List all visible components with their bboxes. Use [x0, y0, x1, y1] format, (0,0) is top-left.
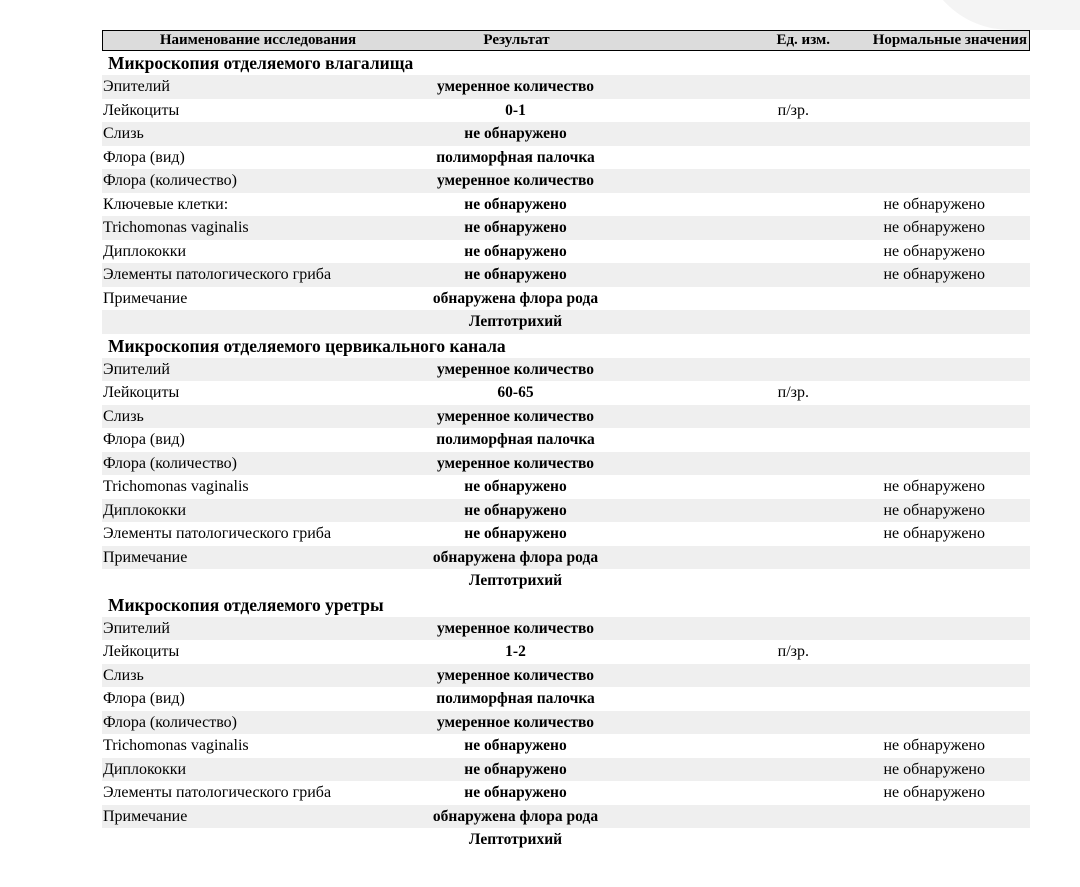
- row-result: умеренное количество: [436, 407, 595, 425]
- row-name: Лейкоциты: [103, 643, 180, 660]
- row-unit: [619, 428, 809, 452]
- row-name: Флора (вид): [103, 148, 185, 166]
- row-unit: [619, 758, 809, 782]
- row-unit: [619, 546, 809, 570]
- row-name: Trichomonas vaginalis: [103, 737, 249, 754]
- row-result: умеренное количество: [436, 619, 595, 637]
- row-norm: не обнаружено: [883, 242, 985, 260]
- row-result: умеренное количество: [436, 666, 595, 684]
- row-result: обнаружена флора рода: [432, 289, 599, 307]
- table-row: [102, 287, 1030, 311]
- row-name: Эпителий: [103, 619, 170, 637]
- row-norm: не обнаружено: [883, 219, 985, 236]
- section-title: Микроскопия отделяемого цервикального канала: [102, 334, 1030, 358]
- row-result: полиморфная палочка: [436, 148, 595, 166]
- row-norm: не обнаружено: [883, 760, 985, 778]
- row-norm: [809, 452, 1030, 476]
- row-unit: [619, 358, 809, 382]
- row-unit: [619, 569, 809, 593]
- row-name: Trichomonas vaginalis: [103, 478, 249, 495]
- table-row: [102, 664, 1030, 688]
- table-row: [102, 381, 1030, 405]
- report-sections: [102, 51, 1030, 852]
- table-row: [102, 734, 1030, 758]
- lab-report-table: [102, 30, 1030, 852]
- row-result: умеренное количество: [436, 360, 595, 378]
- row-name: Лейкоциты: [103, 384, 180, 401]
- row-norm: не обнаружено: [883, 525, 985, 542]
- row-norm: не обнаружено: [883, 478, 985, 495]
- row-name: Trichomonas vaginalis: [103, 219, 249, 236]
- row-unit: п/зр.: [777, 101, 809, 119]
- row-name: Элементы патологического гриба: [103, 266, 332, 283]
- table-row: [102, 546, 1030, 570]
- table-row: [102, 758, 1030, 782]
- row-name: Диплококки: [103, 501, 187, 519]
- row-name: Примечание: [103, 289, 188, 307]
- row-name: Примечание: [103, 548, 188, 566]
- table-row: [102, 146, 1030, 170]
- row-norm: [809, 358, 1030, 382]
- row-result: умеренное количество: [436, 713, 595, 731]
- row-unit: [619, 75, 809, 99]
- table-row: [102, 475, 1030, 499]
- row-norm: [809, 75, 1030, 99]
- table-row: [102, 640, 1030, 664]
- table-row: [102, 169, 1030, 193]
- table-row: [102, 99, 1030, 123]
- row-norm: [809, 828, 1030, 852]
- table-row: [102, 805, 1030, 829]
- row-unit: [619, 781, 809, 805]
- section-title: Микроскопия отделяемого уретры: [102, 593, 1030, 617]
- table-row: [102, 216, 1030, 240]
- row-unit: [619, 452, 809, 476]
- table-row: [102, 617, 1030, 641]
- row-name: Элементы патологического гриба: [103, 525, 332, 542]
- row-unit: [619, 522, 809, 546]
- header-norm: Нормальные значения: [872, 32, 1027, 48]
- row-result: обнаружена флора рода: [432, 548, 599, 566]
- row-name: Элементы патологического гриба: [103, 784, 332, 801]
- row-result: 1-2: [505, 643, 526, 660]
- row-name: Флора (вид): [103, 431, 185, 448]
- table-row: [102, 263, 1030, 287]
- table-row: [102, 358, 1030, 382]
- row-result: не обнаружено: [464, 501, 567, 519]
- row-norm: [809, 428, 1030, 452]
- table-header: [102, 30, 1030, 51]
- row-name: [102, 569, 412, 593]
- row-unit: [619, 805, 809, 829]
- row-unit: [619, 193, 809, 217]
- table-row: [102, 240, 1030, 264]
- row-unit: [619, 310, 809, 334]
- header-name: Наименование исследования: [159, 32, 357, 48]
- row-unit: [619, 405, 809, 429]
- row-name: Ключевые клетки:: [103, 195, 229, 213]
- row-result: не обнаружено: [464, 737, 567, 754]
- row-norm: [809, 381, 1030, 405]
- row-result: Лептотрихий: [468, 831, 563, 848]
- row-result: умеренное количество: [436, 454, 595, 472]
- table-row: [102, 428, 1030, 452]
- row-result: 0-1: [505, 101, 526, 119]
- row-result: Лептотрихий: [468, 313, 563, 330]
- row-result: полиморфная палочка: [436, 431, 595, 448]
- row-unit: п/зр.: [777, 384, 809, 401]
- table-row: [102, 781, 1030, 805]
- row-name: [102, 828, 412, 852]
- header-unit: Ед. изм.: [776, 32, 830, 48]
- row-result: умеренное количество: [436, 172, 595, 189]
- row-norm: [809, 617, 1030, 641]
- table-row: [102, 499, 1030, 523]
- row-result: полиморфная палочка: [436, 690, 595, 707]
- table-row: [102, 122, 1030, 146]
- row-norm: [809, 122, 1030, 146]
- row-norm: [809, 146, 1030, 170]
- row-result: Лептотрихий: [468, 572, 563, 589]
- row-name: Слизь: [103, 125, 144, 142]
- row-name: Эпителий: [103, 360, 170, 378]
- row-result: не обнаружено: [464, 478, 567, 495]
- row-name: Лейкоциты: [103, 101, 180, 119]
- table-row: [102, 687, 1030, 711]
- row-unit: [619, 711, 809, 735]
- row-result: обнаружена флора рода: [432, 807, 599, 825]
- row-norm: не обнаружено: [883, 737, 985, 754]
- row-result: не обнаружено: [464, 760, 567, 778]
- row-norm: не обнаружено: [883, 784, 985, 801]
- row-name: Слизь: [103, 407, 144, 425]
- row-result: не обнаружено: [464, 125, 567, 142]
- row-result: не обнаружено: [464, 266, 567, 283]
- row-result: 60-65: [497, 384, 534, 401]
- row-unit: [619, 617, 809, 641]
- row-result: не обнаружено: [464, 242, 567, 260]
- row-norm: [809, 664, 1030, 688]
- table-row: [102, 405, 1030, 429]
- row-unit: [619, 216, 809, 240]
- row-name: [102, 310, 412, 334]
- table-row: [102, 711, 1030, 735]
- row-norm: [809, 805, 1030, 829]
- row-norm: [809, 546, 1030, 570]
- table-row: [102, 452, 1030, 476]
- header-result: Результат: [483, 32, 550, 48]
- row-name: Флора (количество): [103, 713, 237, 731]
- row-unit: [619, 828, 809, 852]
- row-norm: [809, 169, 1030, 193]
- row-unit: [619, 287, 809, 311]
- row-norm: [809, 640, 1030, 664]
- row-name: Диплококки: [103, 760, 187, 778]
- row-result: не обнаружено: [464, 525, 567, 542]
- row-unit: [619, 263, 809, 287]
- row-norm: не обнаружено: [883, 195, 985, 213]
- row-norm: [809, 287, 1030, 311]
- table-row: [102, 310, 1030, 334]
- row-unit: [619, 122, 809, 146]
- row-result: не обнаружено: [464, 784, 567, 801]
- row-norm: [809, 711, 1030, 735]
- row-unit: [619, 687, 809, 711]
- table-row: [102, 75, 1030, 99]
- row-result: не обнаружено: [464, 195, 567, 213]
- row-norm: не обнаружено: [883, 266, 985, 283]
- row-norm: [809, 99, 1030, 123]
- row-name: Диплококки: [103, 242, 187, 260]
- row-result: не обнаружено: [464, 219, 567, 236]
- row-norm: не обнаружено: [883, 501, 985, 519]
- table-row: [102, 193, 1030, 217]
- row-name: Эпителий: [103, 78, 170, 95]
- row-unit: [619, 475, 809, 499]
- row-unit: [619, 146, 809, 170]
- corner-decoration: [920, 0, 1080, 30]
- row-name: Флора (количество): [103, 172, 237, 189]
- row-unit: [619, 499, 809, 523]
- row-name: Примечание: [103, 807, 188, 825]
- row-norm: [809, 310, 1030, 334]
- row-unit: [619, 664, 809, 688]
- row-result: умеренное количество: [436, 78, 595, 95]
- table-row: [102, 828, 1030, 852]
- row-name: Слизь: [103, 666, 144, 684]
- row-unit: [619, 169, 809, 193]
- row-name: Флора (количество): [103, 454, 237, 472]
- row-name: Флора (вид): [103, 690, 185, 707]
- row-norm: [809, 569, 1030, 593]
- section-title: Микроскопия отделяемого влагалища: [102, 51, 1030, 75]
- row-norm: [809, 687, 1030, 711]
- row-unit: [619, 734, 809, 758]
- table-row: [102, 522, 1030, 546]
- row-unit: п/зр.: [777, 643, 809, 660]
- row-norm: [809, 405, 1030, 429]
- table-row: [102, 569, 1030, 593]
- row-unit: [619, 240, 809, 264]
